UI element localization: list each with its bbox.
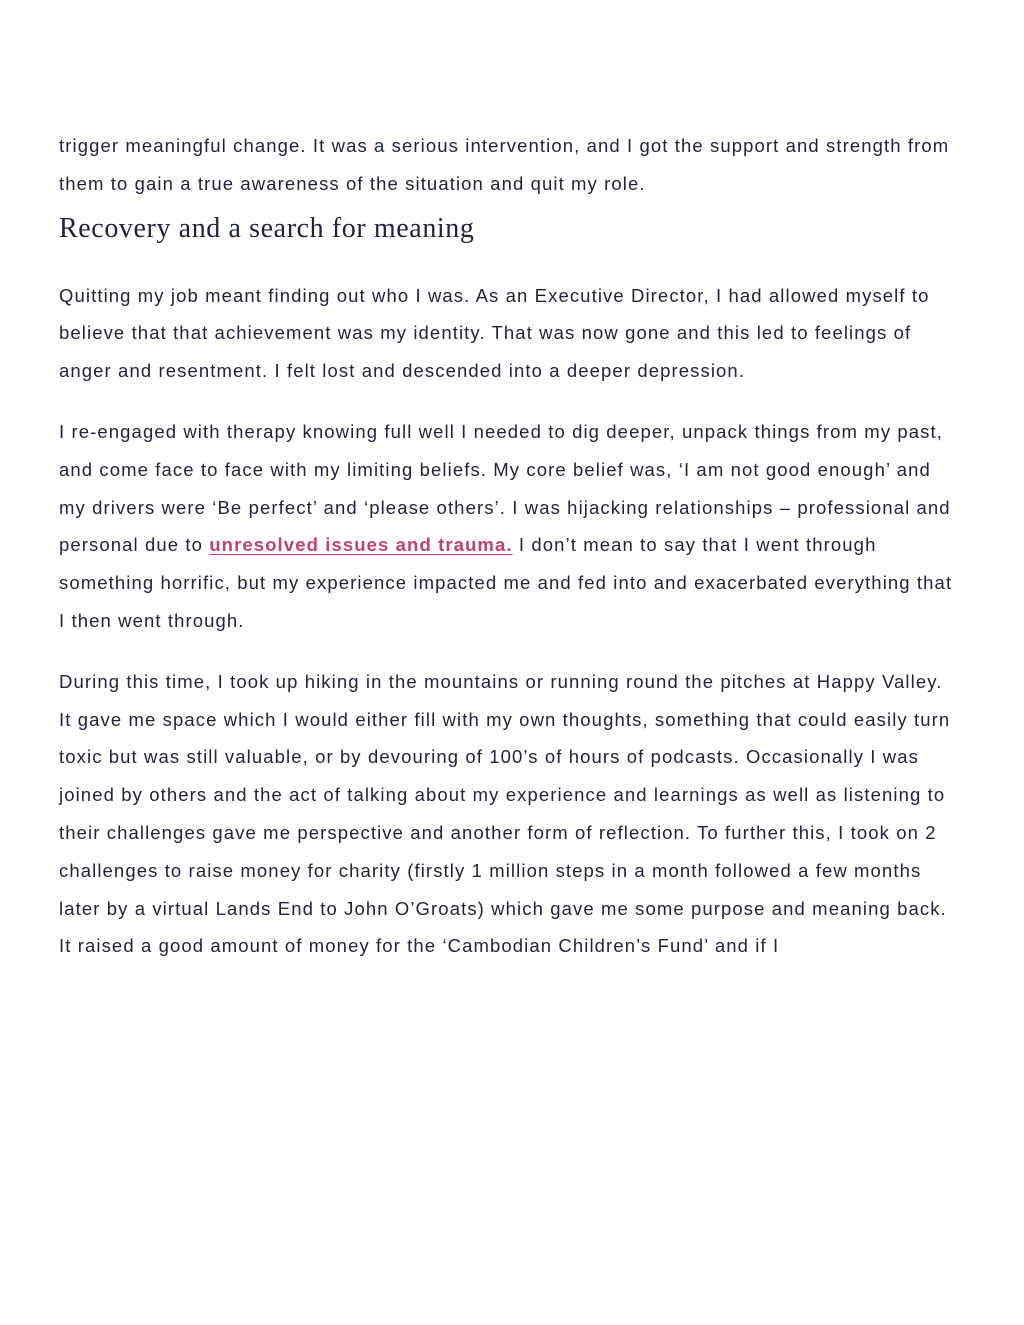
section-heading: Recovery and a search for meaning [59,212,475,244]
intro-paragraph: trigger meaningful change. It was a serious intervention, and I got the support and strength from them to gain a true awareness of the situation and quit my role. [59,135,950,194]
paragraph-therapy [59,413,954,640]
article-body [59,127,954,988]
paragraph-therapy-text-before: I re-engaged with therapy knowing full well I needed to dig deeper, unpack things from my past, and come face to face with my limiting beliefs. My core belief was, ‘I am not good enough’ and my drivers were ‘Be perfect’ and ‘please others’. I was hijacking relationships – professional and personal due to [59,420,951,556]
paragraph-hiking: During this time, I took up hiking in the mountains or running round the pitches at Happy Valley. It gave me space which I would either fill with my own thoughts, something that could easily turn toxic but was still valuable, or by devouring of 100’s of hours of podcasts. Occasionally I was joined by others and the act of talking about my experience and learnings as well as listening to their challenges gave me perspective and another form of reflection. To further this, I took on 2 challenges to raise money for charity (firstly 1 million steps in a month followed a few months later by a virtual Lands End to John O’Groats) which gave me some purpose and meaning back. It raised a good amount of money for the ‘Cambodian Children’s Fund’ and if I [59,670,951,957]
unresolved-issues-link[interactable]: unresolved issues and trauma. [209,534,513,556]
paragraph-therapy-text-after: I don’t mean to say that I went through something horrific, but my experience impacted me and fed into and exacerbated everything that I then went through. [59,534,953,631]
paragraph-identity: Quitting my job meant finding out who I was. As an Executive Director, I had allowed myself to believe that that achievement was my identity. That was now gone and this led to feelings of anger and resentment. I felt lost and descended into a deeper depression. [59,284,930,382]
